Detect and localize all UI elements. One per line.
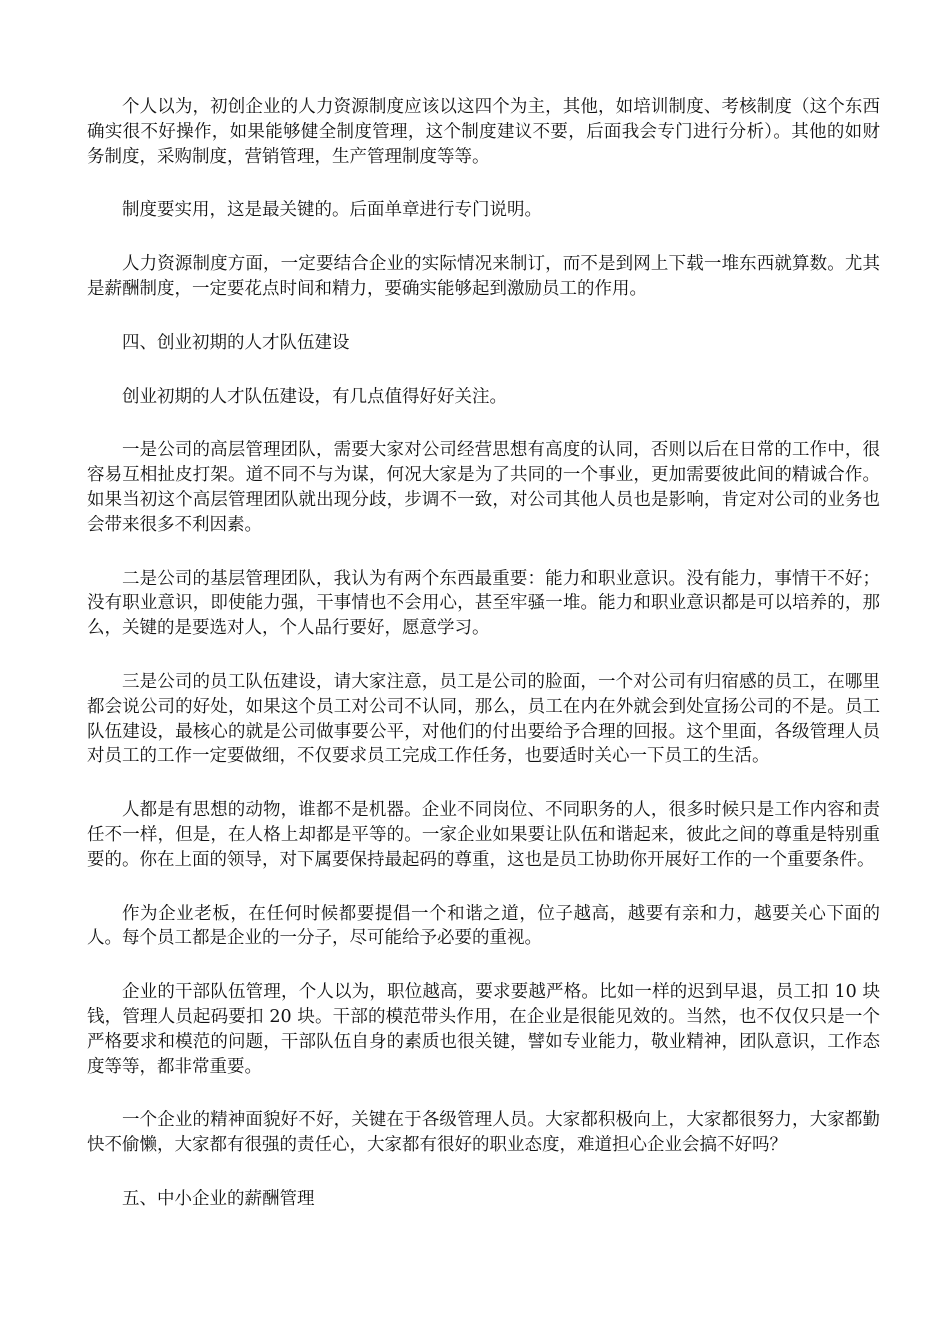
paragraph-hr-policy: 人力资源制度方面，一定要结合企业的实际情况来制订，而不是到网上下载一堆东西就算数。尤其是薪酬制度，一定要花点时间和精力，要确实能够起到激励员工的作用。	[87, 254, 880, 299]
paragraph-staff-team: 三是公司的员工队伍建设，请大家注意，员工是公司的脸面，一个对公司有归宿感的员工，在哪里都会说公司的好处，如果这个员工对公司不认同，那么，员工在内在外就会到处宣扬公司的不是。员工队伍建设，最核心的就是公司做事要公平，对他们的付出要给予合理的回报。这个里面，各级管理人员对员工的工作一定要做细，不仅要求员工完成工作任务，也要适时关心一下员工的生活。	[87, 671, 880, 767]
paragraph-practical-systems: 制度要实用，这是最关键的。后面单章进行专门说明。	[122, 200, 542, 221]
paragraph-senior-team: 一是公司的高层管理团队，需要大家对公司经营思想有高度的认同，否则以后在日常的工作中，很容易互相扯皮打架。道不同不与为谋，何况大家是为了共同的一个事业，更加需要彼此间的精诚合作。如果当初这个高层管理团队就出现分歧，步调不一致，对公司其他人员也是影响，肯定对公司的业务也会带来很多不利因素。	[87, 440, 880, 535]
document-page	[87, 95, 880, 1241]
section-heading-talent-team: 四、创业初期的人才队伍建设	[122, 332, 350, 353]
paragraph-talent-intro: 创业初期的人才队伍建设，有几点值得好好关注。	[122, 386, 507, 407]
paragraph-respect: 人都是有思想的动物，谁都不是机器。企业不同岗位、不同职务的人，很多时候只是工作内容和责任不一样，但是，在人格上却都是平等的。一家企业如果要让队伍和谐起来，彼此之间的尊重是特别重要的。你在上面的领导，对下属要保持最起码的尊重，这也是员工协助你开展好工作的一个重要条件。	[87, 800, 880, 870]
paragraph-junior-team: 二是公司的基层管理团队，我认为有两个东西最重要：能力和职业意识。没有能力，事情干不好；没有职业意识，即使能力强，干事情也不会用心，甚至牢骚一堆。能力和职业意识都是可以培养的，那么，关键的是要选对人，个人品行要好，愿意学习。	[87, 568, 880, 639]
paragraph-cadre-management: 企业的干部队伍管理，个人以为，职位越高，要求要越严格。比如一样的迟到早退，员工扣 10 块钱，管理人员起码要扣 20 块。干部的模范带头作用，在企业是很能见效的。当然，也不仅仅只是一个严格要求和模范的问题，干部队伍自身的素质也很关键，譬如专业能力，敬业精神，团队意识，工作态度等等，都非常重要。	[87, 982, 880, 1077]
paragraph-company-spirit: 一个企业的精神面貌好不好，关键在于各级管理人员。大家都积极向上，大家都很努力，大家都勤快不偷懒，大家都有很强的责任心，大家都有很好的职业态度，难道担心企业会搞不好吗？	[87, 1110, 880, 1156]
paragraph-hr-systems: 个人以为，初创企业的人力资源制度应该以这四个为主，其他，如培训制度、考核制度（这个东西确实很不好操作，如果能够健全制度管理，这个制度建议不要，后面我会专门进行分析）。其他的如财务制度，采购制度，营销管理，生产管理制度等等。	[87, 97, 880, 167]
paragraph-boss-harmony: 作为企业老板，在任何时候都要提倡一个和谐之道，位子越高，越要有亲和力，越要关心下面的人。每个员工都是企业的一分子，尽可能给予必要的重视。	[87, 903, 880, 949]
section-heading-compensation: 五、中小企业的薪酬管理	[122, 1188, 315, 1209]
